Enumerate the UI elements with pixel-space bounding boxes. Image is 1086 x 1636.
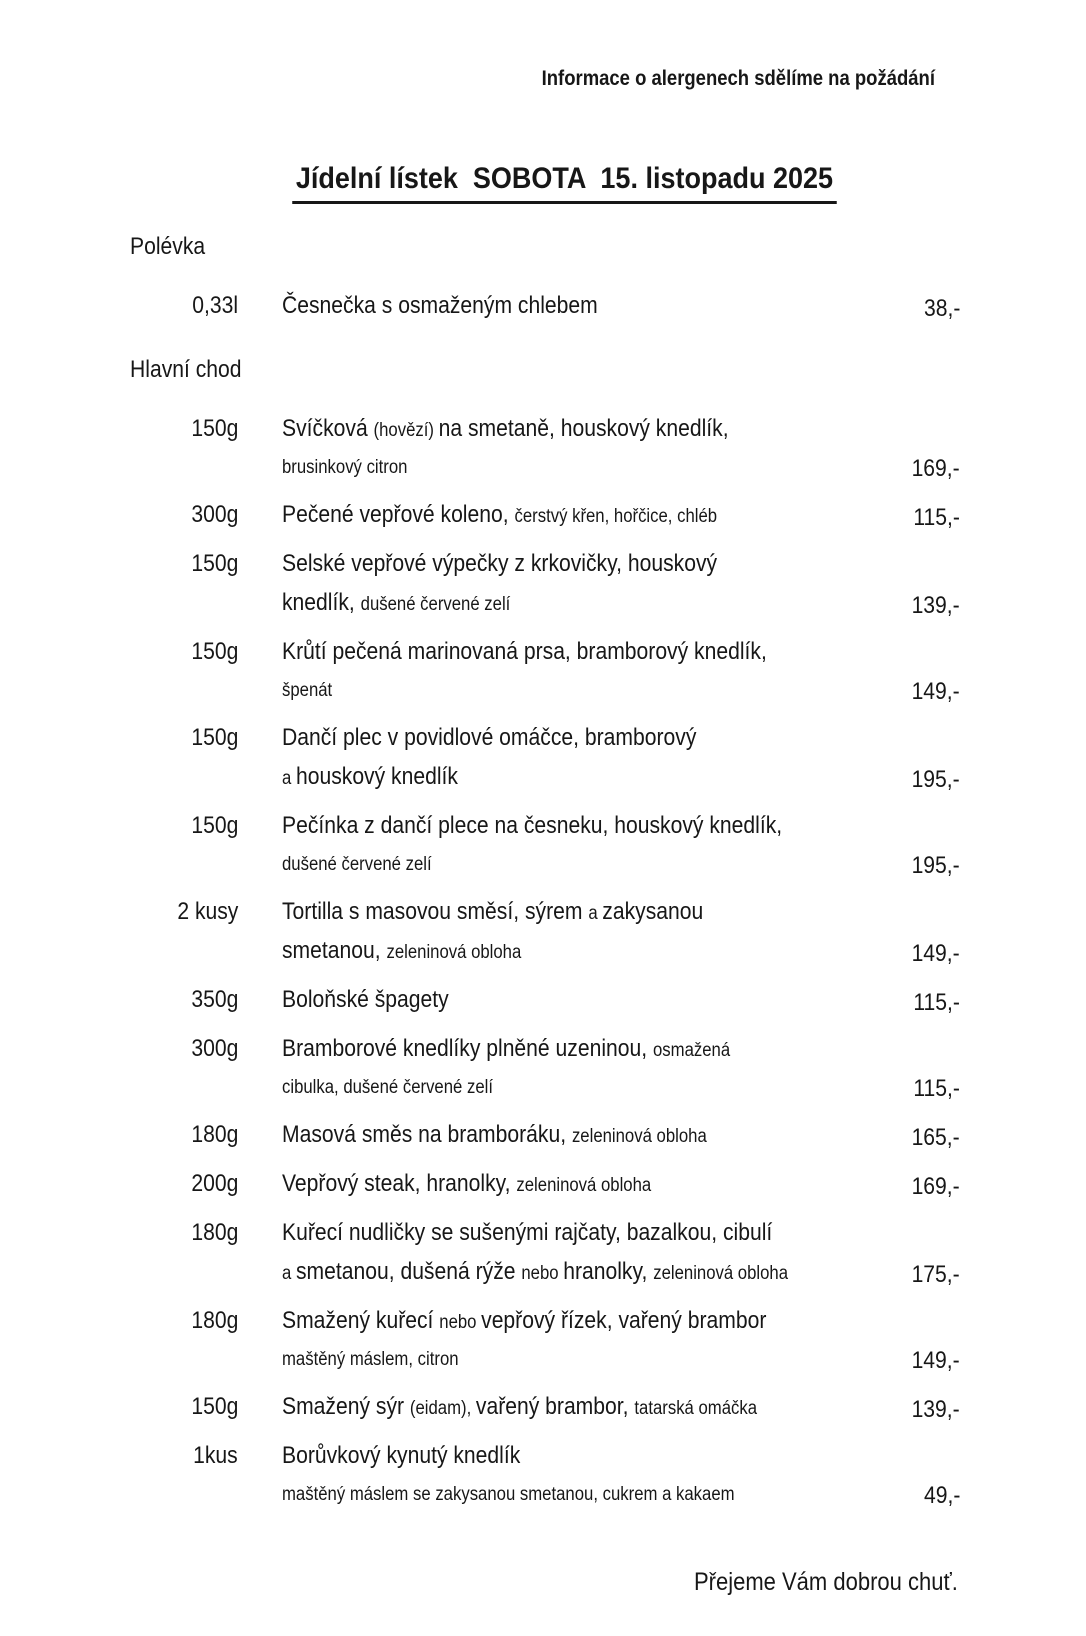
menu-item-row <box>130 894 960 972</box>
item-name-segment: tatarská omáčka <box>634 1398 758 1419</box>
item-name <box>238 1215 860 1293</box>
menu-item-row <box>130 1117 960 1156</box>
item-quantity-text: 180g <box>191 1121 238 1148</box>
item-quantity <box>130 982 238 1021</box>
allergen-note <box>130 40 960 118</box>
item-name <box>238 411 860 487</box>
item-quantity <box>130 894 238 972</box>
item-price-text: 38,- <box>923 295 960 322</box>
item-name-segment: smetanou, dušená rýže <box>295 1258 522 1285</box>
item-quantity <box>130 808 238 884</box>
item-price-text: 139,- <box>911 592 960 619</box>
item-price <box>860 588 960 624</box>
item-quantity-text: 200g <box>191 1170 238 1197</box>
item-price <box>860 291 960 327</box>
menu-section <box>130 355 960 1514</box>
item-quantity-text: 0,33l <box>192 292 238 319</box>
menu-item-row <box>130 411 960 487</box>
menu-item-row <box>130 720 960 798</box>
item-price <box>860 1392 960 1428</box>
item-name-line <box>282 808 782 847</box>
item-name-segment: a <box>588 903 603 924</box>
title-row <box>130 160 960 204</box>
item-name <box>238 720 860 798</box>
item-quantity <box>130 1438 238 1514</box>
item-quantity-text: 300g <box>191 501 238 528</box>
item-name-segment: Tortilla s masovou směsí, sýrem <box>282 898 589 925</box>
item-quantity <box>130 1389 238 1428</box>
item-name-segment: Selské vepřové výpečky z krkovičky, houskový <box>282 550 718 577</box>
item-name-line <box>282 634 767 673</box>
item-name-line <box>282 673 332 710</box>
item-name-line <box>282 497 717 536</box>
item-price-text: 115,- <box>913 504 960 531</box>
item-price <box>860 451 960 487</box>
item-quantity <box>130 1117 238 1156</box>
item-name <box>238 634 860 710</box>
allergen-note-text: Informace o alergenech sdělíme na požádání <box>541 67 935 90</box>
item-quantity <box>130 720 238 798</box>
item-name <box>238 288 860 327</box>
item-price-text: 169,- <box>911 1173 960 1200</box>
item-quantity-text: 150g <box>191 724 238 751</box>
item-name-line <box>282 720 696 759</box>
item-price <box>860 1478 960 1514</box>
section-heading <box>130 232 960 262</box>
item-price <box>860 1071 960 1107</box>
item-name-segment: čerstvý křen, hořčice, chléb <box>514 506 718 527</box>
item-name-segment: Bramborové knedlíky plněné uzeninou, <box>282 1035 654 1062</box>
item-name-line <box>282 288 598 327</box>
item-name-segment: dušené červené zelí <box>282 854 432 875</box>
item-quantity-text: 1kus <box>193 1442 238 1469</box>
item-price <box>860 500 960 536</box>
item-name-line <box>282 1477 735 1514</box>
item-name <box>238 1031 860 1107</box>
item-name <box>238 982 860 1021</box>
menu-item-row <box>130 288 960 327</box>
item-name-segment: Smažený kuřecí <box>282 1307 440 1334</box>
item-name-segment: vepřový řízek, vařený brambor <box>481 1307 767 1334</box>
item-name-line <box>282 411 729 450</box>
item-name <box>238 1438 860 1514</box>
item-name-segment: Smažený sýr <box>282 1393 410 1420</box>
item-name-segment: Boloňské špagety <box>282 986 449 1013</box>
menu-sections <box>130 232 960 1514</box>
item-price-text: 139,- <box>911 1396 960 1423</box>
item-quantity <box>130 634 238 710</box>
item-name <box>238 894 860 972</box>
closing-note-text: Přejeme Vám dobrou chuť. <box>694 1568 958 1596</box>
item-price-text: 49,- <box>923 1482 960 1509</box>
item-price-text: 165,- <box>911 1124 960 1151</box>
item-name <box>238 497 860 536</box>
item-quantity-text: 300g <box>191 1035 238 1062</box>
item-price <box>860 848 960 884</box>
item-name <box>238 1166 860 1205</box>
menu-item-row <box>130 808 960 884</box>
item-name-line <box>282 1215 772 1254</box>
item-name-segment: vařený brambor, <box>475 1393 635 1420</box>
item-quantity-text: 2 kusy <box>176 898 238 925</box>
item-name-segment: zeleninová obloha <box>571 1126 707 1147</box>
item-name-line <box>282 933 521 972</box>
item-quantity <box>130 546 238 624</box>
item-name-segment: zeleninová obloha <box>653 1263 789 1284</box>
item-name-segment: cibulka, dušené červené zelí <box>282 1077 493 1098</box>
item-quantity-text: 180g <box>191 1307 238 1334</box>
section-heading-text: Hlavní chod <box>130 356 242 383</box>
page-title: Jídelní lístek SOBOTA 15. listopadu 2025 <box>292 160 836 204</box>
item-price <box>860 1257 960 1293</box>
section-heading-text: Polévka <box>130 233 206 260</box>
item-name-segment: brusinkový citron <box>282 457 408 478</box>
item-price-text: 115,- <box>913 989 960 1016</box>
item-price <box>860 674 960 710</box>
item-name-line <box>282 1342 459 1379</box>
item-name-segment: Krůtí pečená marinovaná prsa, bramborový knedlík, <box>282 638 767 665</box>
item-name-segment: Masová směs na bramboráku, <box>282 1121 572 1148</box>
item-price <box>860 1120 960 1156</box>
item-name-segment: na smetaně, houskový knedlík, <box>438 415 729 442</box>
item-price-text: 195,- <box>911 852 960 879</box>
item-price-text: 115,- <box>913 1075 960 1102</box>
item-price <box>860 762 960 798</box>
item-name-line <box>282 1031 730 1070</box>
item-quantity <box>130 1166 238 1205</box>
item-name-line <box>282 1117 707 1156</box>
item-name-segment: Vepřový steak, hranolky, <box>282 1170 517 1197</box>
item-price-text: 169,- <box>911 455 960 482</box>
closing-note <box>130 1528 960 1636</box>
item-quantity <box>130 288 238 327</box>
item-quantity <box>130 1303 238 1379</box>
menu-item-row <box>130 982 960 1021</box>
item-name-segment: Dančí plec v povidlové omáčce, bramborový <box>282 724 697 751</box>
item-name-segment: a <box>282 1263 296 1284</box>
item-name-line <box>282 1166 651 1205</box>
item-quantity <box>130 1031 238 1107</box>
item-price-text: 175,- <box>911 1261 960 1288</box>
item-name-segment: Pečené vepřové koleno, <box>282 501 515 528</box>
item-name-segment: Pečínka z dančí plece na česneku, houskový knedlík, <box>282 812 783 839</box>
item-name-line <box>282 759 458 798</box>
item-name-segment: Kuřecí nudličky se sušenými rajčaty, bazalkou, cibulí <box>282 1219 773 1246</box>
item-name-line <box>282 546 717 585</box>
item-name-line <box>282 1438 520 1477</box>
item-name <box>238 1303 860 1379</box>
item-name-segment: smetanou, <box>282 937 387 964</box>
item-name-segment: nebo <box>521 1263 564 1284</box>
item-name-segment: (hovězí) <box>373 420 439 441</box>
item-name-segment: maštěný máslem, citron <box>282 1349 459 1370</box>
item-name-segment: zeleninová obloha <box>516 1175 652 1196</box>
item-price <box>860 985 960 1021</box>
menu-item-row <box>130 1166 960 1205</box>
item-name-line <box>282 1303 766 1342</box>
item-name-segment: špenát <box>282 680 333 701</box>
item-quantity <box>130 1215 238 1293</box>
item-name-segment: houskový knedlík <box>295 763 458 790</box>
item-quantity-text: 150g <box>191 415 238 442</box>
item-quantity-text: 350g <box>191 986 238 1013</box>
item-quantity <box>130 497 238 536</box>
item-name <box>238 1389 860 1428</box>
item-price-text: 149,- <box>911 1347 960 1374</box>
menu-item-row <box>130 1303 960 1379</box>
item-name-segment: osmažená <box>653 1040 731 1061</box>
item-name <box>238 808 860 884</box>
item-name-line <box>282 894 703 933</box>
item-price <box>860 1343 960 1379</box>
item-quantity <box>130 411 238 487</box>
item-name-segment: (eidam), <box>409 1398 476 1419</box>
item-name-segment: nebo <box>439 1312 482 1333</box>
item-name-segment: zakysanou <box>602 898 704 925</box>
item-name <box>238 546 860 624</box>
item-name-line <box>282 1254 788 1293</box>
item-name-line <box>282 982 449 1021</box>
item-quantity-text: 150g <box>191 638 238 665</box>
item-price-text: 149,- <box>911 678 960 705</box>
item-name-line <box>282 847 432 884</box>
item-name-segment: Borůvkový kynutý knedlík <box>282 1442 521 1469</box>
item-quantity-text: 150g <box>191 550 238 577</box>
menu-item-row <box>130 1031 960 1107</box>
section-heading <box>130 355 960 385</box>
item-name-segment: knedlík, <box>282 589 361 616</box>
item-quantity-text: 150g <box>191 812 238 839</box>
menu-item-row <box>130 634 960 710</box>
item-price-text: 195,- <box>911 766 960 793</box>
item-price <box>860 1169 960 1205</box>
menu-item-row <box>130 497 960 536</box>
item-name-segment: Česnečka s osmaženým chlebem <box>282 292 598 319</box>
item-name-line <box>282 1389 757 1428</box>
item-name-line <box>282 585 510 624</box>
item-name <box>238 1117 860 1156</box>
item-name-line <box>282 1070 493 1107</box>
menu-item-row <box>130 1438 960 1514</box>
item-quantity-text: 150g <box>191 1393 238 1420</box>
menu-item-row <box>130 1215 960 1293</box>
item-name-segment: dušené červené zelí <box>360 594 511 615</box>
item-name-line <box>282 450 407 487</box>
menu-item-row <box>130 546 960 624</box>
item-name-segment: Svíčková <box>282 415 374 442</box>
item-price-text: 149,- <box>911 940 960 967</box>
menu-item-row <box>130 1389 960 1428</box>
item-name-segment: a <box>282 768 296 789</box>
item-name-segment: zeleninová obloha <box>386 942 522 963</box>
menu-section <box>130 232 960 327</box>
item-name-segment: maštěný máslem se zakysanou smetanou, cukrem a kakaem <box>282 1484 735 1505</box>
item-quantity-text: 180g <box>191 1219 238 1246</box>
item-price <box>860 936 960 972</box>
item-name-segment: hranolky, <box>563 1258 654 1285</box>
